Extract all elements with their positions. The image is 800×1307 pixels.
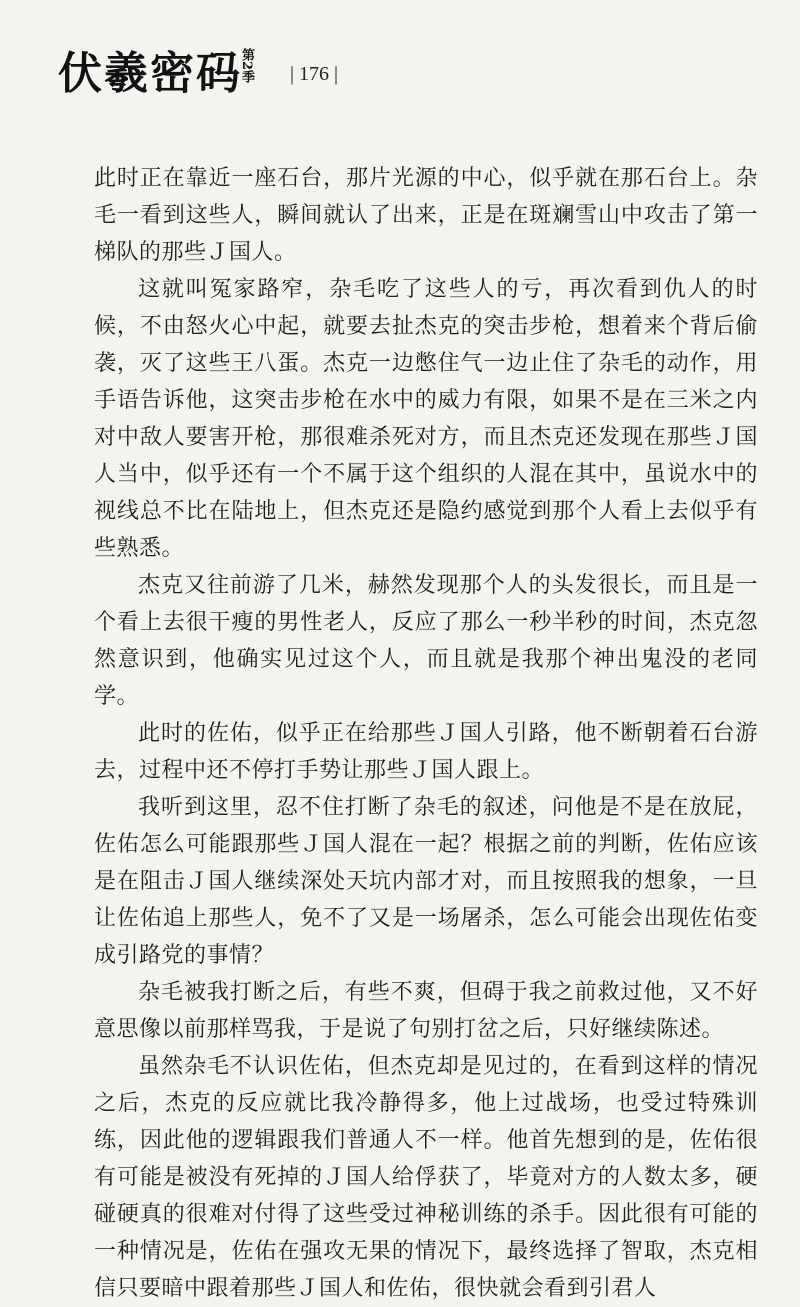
paragraph: 此时的佐佑，似乎正在给那些Ｊ国人引路，他不断朝着石台游去，过程中还不停打手势让那些Ｊ国人跟上。 bbox=[94, 721, 758, 783]
paragraph: 杰克又往前游了几米，赫然发现那个人的头发很长，而且是一个看上去很干瘦的男性老人，反应了那么一秒半秒的时间，杰克忽然意识到，他确实见过这个人，而且就是我那个神出鬼没的老同学。 bbox=[94, 573, 758, 709]
paragraph: 这就叫冤家路窄，杂毛吃了这些人的亏，再次看到仇人的时候，不由怒火心中起，就要去扯杰克的突击步枪，想着来个背后偷袭，灭了这些王八蛋。杰克一边憋住气一边止住了杂毛的动作，用手语告诉他，这突击步枪在水中的威力有限，如果不是在三米之内对中敌人要害开枪，那很难杀死对方，而且杰克还发现在那些Ｊ国人当中，似乎还有一个不属于这个组织的人混在其中，虽说水中的视线总不比在陆地上，但杰克还是隐约感觉到那个人看上去似乎有些熟悉。 bbox=[94, 277, 758, 561]
paragraph: 此时正在靠近一座石台，那片光源的中心，似乎就在那石台上。杂毛一看到这些人，瞬间就认了出来，正是在斑斓雪山中攻击了第一梯队的那些Ｊ国人。 bbox=[94, 166, 758, 265]
page-number: | 176 | bbox=[290, 63, 339, 85]
season-label: 第2季 bbox=[239, 48, 254, 84]
book-title: 伏羲密码 bbox=[58, 48, 242, 99]
body-text bbox=[94, 160, 758, 1307]
paragraph: 我听到这里，忍不住打断了杂毛的叙述，问他是不是在放屁，佐佑怎么可能跟那些Ｊ国人混在一起？根据之前的判断，佐佑应该是在阻击Ｊ国人继续深处天坑内部才对，而且按照我的想象，一旦让佐佑追上那些人，免不了又是一场屠杀，怎么可能会出现佐佑变成引路党的事情？ bbox=[94, 795, 758, 968]
paragraph: 杂毛被我打断之后，有些不爽，但碍于我之前救过他，又不好意思像以前那样骂我，于是说了句别打岔之后，只好继续陈述。 bbox=[94, 980, 758, 1042]
paragraph: 虽然杂毛不认识佐佑，但杰克却是见过的，在看到这样的情况之后，杰克的反应就比我冷静得多，他上过战场，也受过特殊训练，因此他的逻辑跟我们普通人不一样。他首先想到的是，佐佑很有可能是被没有死掉的Ｊ国人给俘获了，毕竟对方的人数太多，硬碰硬真的很难对付得了这些受过神秘训练的杀手。因此很有可能的一种情况是，佐佑在强攻无果的情况下，最终选择了智取，杰克相信只要暗中跟着那些Ｊ国人和佐佑，很快就会看到引君人 bbox=[94, 1054, 758, 1301]
